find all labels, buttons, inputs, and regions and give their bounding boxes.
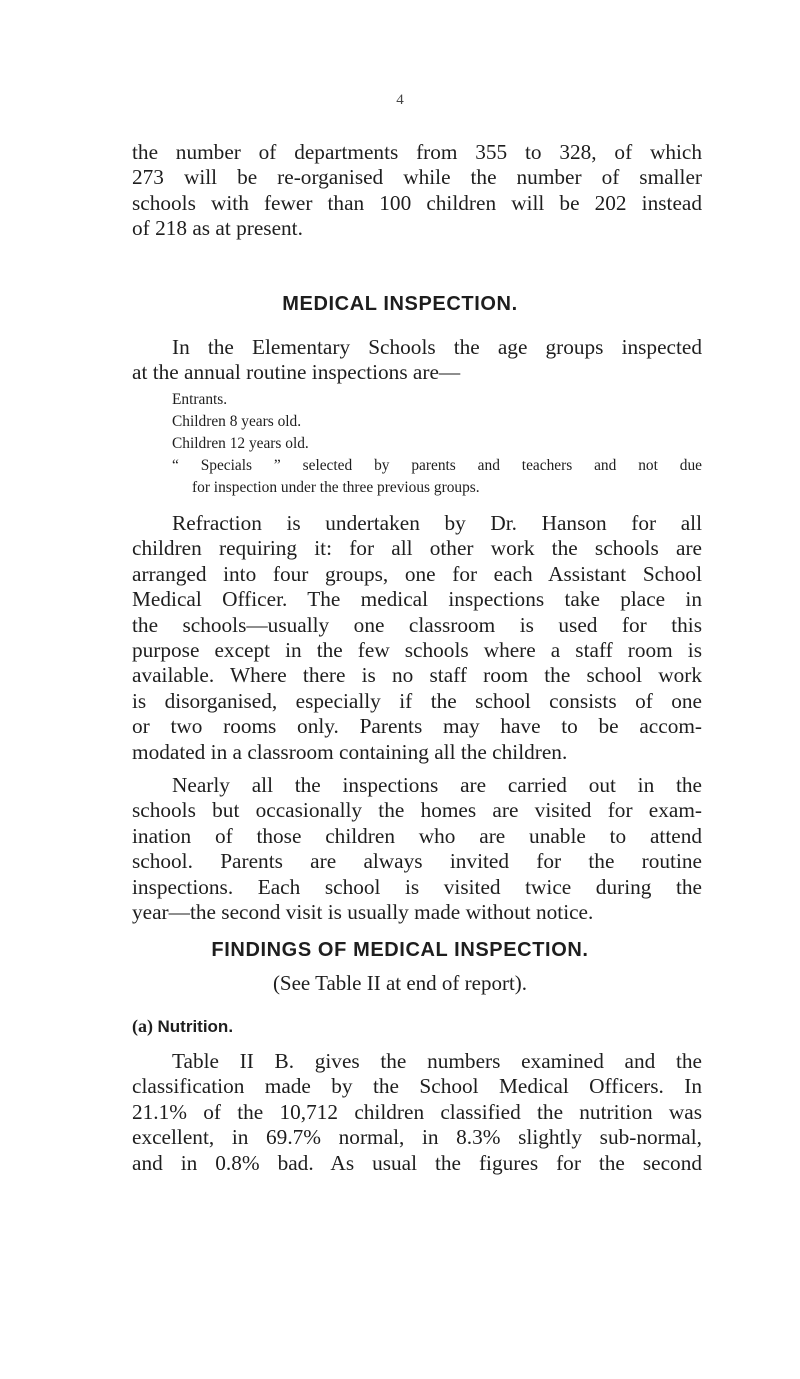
paragraph-line: available. Where there is no staff room the school work — [132, 663, 702, 688]
list-item: Children 12 years old. — [172, 435, 309, 452]
medical-inspection-intro — [132, 335, 702, 386]
intro-line: 273 will be re-organised while the number of smaller — [132, 165, 702, 190]
intro-line: at the annual routine inspections are— — [132, 360, 461, 385]
medical-inspection-heading: MEDICAL INSPECTION. — [282, 293, 518, 315]
intro-line: the number of departments from 355 to 328, of which — [132, 140, 702, 164]
paragraph-line: Table II B. gives the numbers examined and the — [172, 1049, 702, 1073]
paragraph-line: the schools—usually one classroom is used for this — [132, 612, 702, 637]
homes-paragraph — [132, 773, 702, 925]
intro-paragraph — [132, 140, 702, 242]
intro-line: schools with fewer than 100 children will be 202 instead — [132, 190, 702, 215]
paragraph-line: children requiring it: for all other work the schools are — [132, 536, 702, 561]
paragraph-line: school. Parents are always invited for the routine — [132, 849, 702, 874]
findings-heading: FINDINGS OF MEDICAL INSPECTION. — [211, 939, 589, 961]
paragraph-line: or two rooms only. Parents may have to be accom- — [132, 714, 702, 739]
paragraph-line: 21.1% of the 10,712 children classified the nutrition was — [132, 1099, 702, 1124]
paragraph-line: is disorganised, especially if the school consists of one — [132, 688, 702, 713]
paragraph-line: year—the second visit is usually made without notice. — [132, 900, 594, 925]
nutrition-label — [132, 1016, 233, 1037]
paragraph-line: inspections. Each school is visited twice during the — [132, 874, 702, 899]
age-groups-list — [172, 389, 702, 499]
list-item: for inspection under the three previous groups. — [192, 479, 480, 496]
paragraph-line: schools but occasionally the homes are visited for exam- — [132, 798, 702, 823]
page-number: 4 — [396, 92, 404, 108]
paragraph-line: purpose except in the few schools where a staff room is — [132, 638, 702, 663]
paragraph-line: Medical Officer. The medical inspections take place in — [132, 587, 702, 612]
paragraph-line: and in 0.8% bad. As usual the figures for the second — [132, 1150, 702, 1175]
paragraph-line: modated in a classroom containing all the children. — [132, 739, 568, 764]
paragraph-line: Refraction is undertaken by Dr. Hanson for all — [172, 511, 702, 535]
paragraph-line: Nearly all the inspections are carried out in the — [172, 773, 702, 797]
findings-subheading: (See Table II at end of report). — [272, 971, 528, 995]
nutrition-paragraph — [132, 1049, 702, 1176]
list-item: “ Specials ” selected by parents and teachers and not due — [172, 457, 702, 474]
list-item: Children 8 years old. — [172, 413, 302, 430]
paragraph-line: classification made by the School Medical Officers. In — [132, 1074, 702, 1099]
paragraph-line: excellent, in 69.7% normal, in 8.3% slightly sub-normal, — [132, 1125, 702, 1150]
list-item: Entrants. — [172, 391, 228, 408]
paragraph-line: arranged into four groups, one for each Assistant School — [132, 561, 702, 586]
nutrition-label-title: Nutrition. — [157, 1017, 234, 1036]
intro-line: In the Elementary Schools the age groups inspected — [172, 335, 702, 359]
nutrition-label-prefix: (a) — [132, 1016, 153, 1036]
paragraph-line: ination of those children who are unable to attend — [132, 823, 702, 848]
intro-line: of 218 as at present. — [132, 216, 303, 241]
refraction-paragraph — [132, 511, 702, 765]
